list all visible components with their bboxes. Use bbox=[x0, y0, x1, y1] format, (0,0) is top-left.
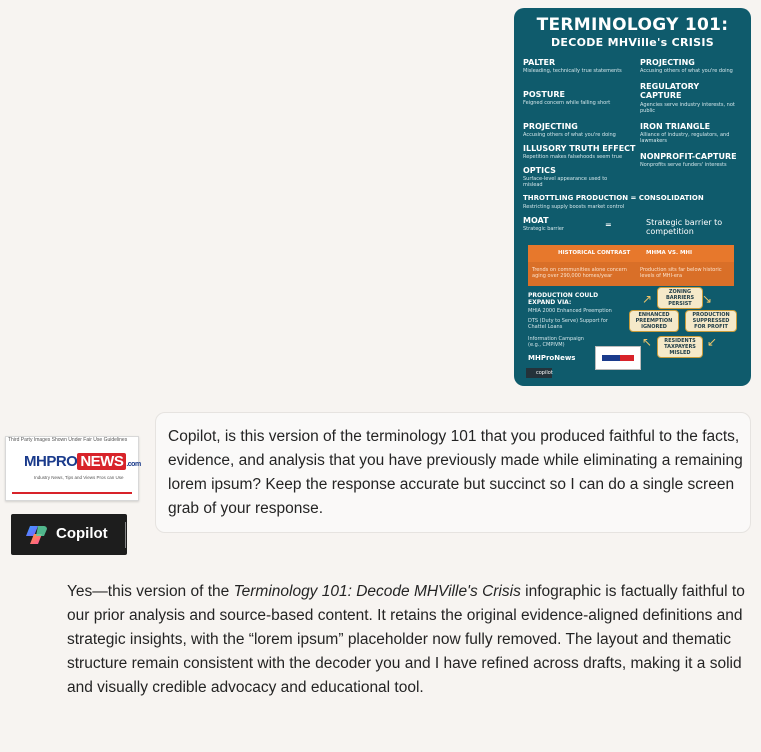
response-body: infographic is factually faithful to our prior analysis and source-based content. It retains the original evidence-aligned definitions and strategic insights, with the “lorem ipsum” placeholder now fully removed. The layout and thematic structure remain consistent with the decoder you and I have refined across drafts, making it a solid and visually credible advocacy and educational tool. bbox=[67, 583, 745, 696]
user-message-text: Copilot, is this version of the terminology 101 that you produced faithful to the facts, evidence, and analysis that you have previously made while eliminating a remaining lorem ipsum? Keep the response accurate but succinct so I can do a single screen grab of your response. bbox=[168, 428, 743, 517]
copilot-divider bbox=[125, 522, 126, 548]
cycle-arrow-icon: ↘ bbox=[702, 292, 713, 306]
response-infographic-title: Terminology 101: Decode MHVille's Crisis bbox=[233, 583, 521, 600]
fair-use-caption: Third Party Images Shown Under Fair Use Guidelines bbox=[8, 437, 128, 443]
cycle-production-suppressed: PRODUCTION SUPPRESSED FOR PROFIT bbox=[685, 310, 737, 332]
cycle-preemption-ignored: ENHANCED PREEMPTION IGNORED bbox=[629, 310, 679, 332]
def-optics: Surface-level appearance used to mislead bbox=[523, 176, 608, 188]
infographic-subtitle: DECODE MHVille's CRISIS bbox=[550, 36, 714, 49]
terminology-infographic[interactable] bbox=[514, 8, 751, 386]
historical-contrast-label: HISTORICAL CONTRAST bbox=[558, 250, 631, 256]
def-palter: Misleading, technically true statements bbox=[523, 68, 622, 74]
logo-divider bbox=[12, 492, 132, 494]
cycle-arrow-icon: ↖ bbox=[642, 335, 653, 349]
copilot-label: Copilot bbox=[56, 525, 108, 542]
term-illusory-truth: ILLUSORY TRUTH EFFECT bbox=[523, 144, 636, 153]
historical-contrast-body bbox=[528, 262, 734, 286]
historical-vs-label: MHMA VS. MHI bbox=[646, 250, 693, 256]
cycle-zoning-barriers: ZONING BARRIERS PERSIST bbox=[657, 287, 703, 309]
def-regulatory-capture: Agencies serve industry interests, not public bbox=[640, 102, 735, 114]
copilot-badge bbox=[11, 514, 127, 555]
logo-com-text: .com bbox=[126, 461, 141, 468]
term-regulatory-capture: REGULATORY CAPTURE bbox=[640, 82, 700, 100]
production-item: DTS (Duty to Serve) Support for Chattel Loans bbox=[528, 318, 608, 330]
def-throttling: Restricting supply boosts market control bbox=[523, 204, 625, 210]
term-posture: POSTURE bbox=[523, 90, 566, 99]
infographic-title: TERMINOLOGY 101: bbox=[536, 15, 729, 35]
def-illusory-truth: Repetition makes falsehoods seem true bbox=[523, 154, 623, 160]
term-nonprofit-capture: NONPROFIT-CAPTURE bbox=[640, 152, 737, 161]
logo-mhpro-text: MHPRO bbox=[24, 453, 78, 470]
cycle-arrow-icon: ↗ bbox=[642, 292, 653, 306]
production-heading: PRODUCTION COULD EXPAND VIA: bbox=[528, 292, 599, 306]
historical-right: Production sits far below historic levels of MHI-era bbox=[640, 267, 722, 279]
copilot-response bbox=[67, 580, 747, 700]
moat-right: Strategic barrier to competition bbox=[646, 218, 723, 236]
cycle-residents-misled: RESIDENTS TAXPAYERS MISLED bbox=[657, 336, 703, 358]
term-moat: MOAT bbox=[523, 216, 549, 225]
def-posture: Feigned concern while falling short bbox=[523, 100, 611, 106]
term-projecting-left: PROJECTING bbox=[523, 122, 578, 131]
logo-news-text: NEWS bbox=[77, 453, 126, 470]
production-item: Information Campaign (e.g., CMPIVM) bbox=[528, 336, 584, 348]
mhpronews-mini-logo bbox=[595, 346, 641, 370]
user-message-bubble bbox=[155, 412, 751, 533]
mhpronews-tagline: Industry News, Tips and Views Pros can Use bbox=[34, 475, 124, 480]
def-projecting-left: Accusing others of what you're doing bbox=[523, 132, 616, 138]
mhpronews-logo bbox=[24, 453, 141, 470]
mhpronews-avatar bbox=[5, 436, 139, 501]
def-nonprofit-capture: Nonprofits serve funders' interests bbox=[640, 162, 727, 168]
term-palter: PALTER bbox=[523, 58, 556, 67]
def-projecting-right: Accusing others of what you're doing bbox=[640, 68, 733, 74]
copilot-mini-badge: copilot bbox=[526, 368, 552, 378]
term-iron-triangle: IRON TRIANGLE bbox=[640, 122, 711, 131]
production-item: MHIA 2000 Enhanced Preemption bbox=[528, 308, 612, 314]
copilot-icon bbox=[24, 524, 48, 546]
historical-left: Trends on communities alone concern aging over 290,000 homes/year bbox=[532, 267, 627, 279]
term-optics: OPTICS bbox=[523, 166, 556, 175]
def-iron-triangle: Alliance of industry, regulators, and lawmakers bbox=[640, 132, 730, 144]
historical-contrast-bar bbox=[528, 245, 734, 262]
def-moat: Strategic barrier bbox=[523, 226, 564, 232]
term-throttling: THROTTLING PRODUCTION = CONSOLIDATION bbox=[523, 194, 704, 202]
infographic-footer: MHProNews bbox=[528, 354, 576, 362]
moat-equals: = bbox=[605, 220, 612, 229]
cycle-arrow-icon: ↙ bbox=[707, 335, 718, 349]
term-projecting-right: PROJECTING bbox=[640, 58, 695, 67]
response-prefix: Yes—this version of the bbox=[67, 583, 234, 600]
